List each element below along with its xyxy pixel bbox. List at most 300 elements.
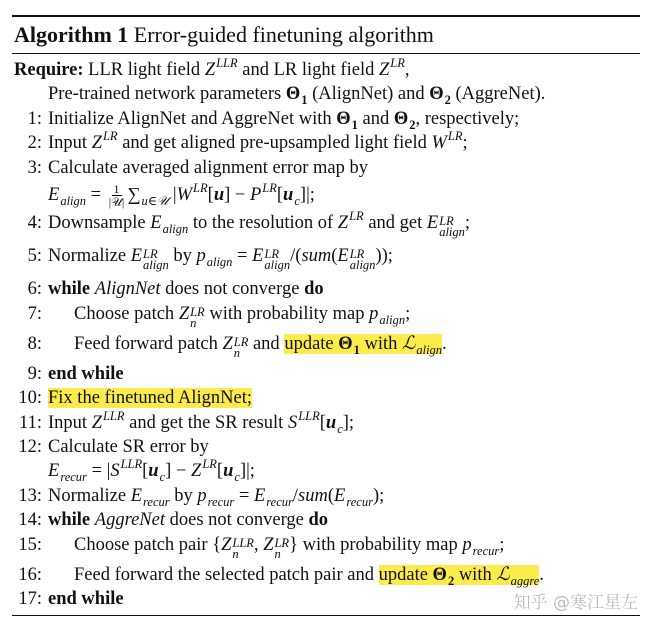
script <box>472 543 500 558</box>
segment <box>465 213 470 233</box>
subscript: 2 <box>409 117 416 132</box>
segment <box>165 510 309 530</box>
fraction-denominator: |𝒰| <box>108 195 125 210</box>
script <box>447 573 455 588</box>
math-symbol: Θ <box>285 84 301 105</box>
algorithm-line <box>12 332 640 362</box>
math-symbol: sum <box>298 485 328 506</box>
script <box>298 408 320 423</box>
math-symbol: E <box>130 246 143 267</box>
segment <box>336 108 358 132</box>
script <box>445 95 451 106</box>
script <box>207 257 233 268</box>
segment <box>369 303 406 327</box>
segment <box>285 84 308 108</box>
script <box>439 216 465 238</box>
math-symbol: E <box>48 185 60 206</box>
segment <box>287 408 320 433</box>
algorithm-line <box>12 277 640 301</box>
segment <box>249 181 277 206</box>
watermark: 知乎 @寒江星左 <box>513 593 638 613</box>
segment <box>343 413 354 433</box>
segment <box>263 534 290 561</box>
segment <box>74 565 379 585</box>
segment <box>248 334 284 354</box>
algorithm-line <box>12 58 640 82</box>
line-number: 8: <box>27 333 42 354</box>
math-symbol: u <box>283 185 294 206</box>
highlighted-segment <box>454 565 496 585</box>
script <box>337 421 343 436</box>
segment <box>48 437 209 457</box>
segment <box>168 185 176 205</box>
segment <box>74 535 221 555</box>
text: Choose patch <box>74 303 179 324</box>
math-symbol: while <box>48 279 91 300</box>
segment <box>197 485 235 509</box>
superscript: LR <box>264 247 280 262</box>
script <box>379 312 406 327</box>
algorithm-line <box>12 244 640 274</box>
math-symbol: Z <box>91 133 102 154</box>
subscript: align <box>439 225 465 240</box>
algorithm-line <box>12 131 640 155</box>
math-symbol: end while <box>48 363 124 384</box>
math-symbol: Z <box>337 213 349 234</box>
segment <box>300 185 315 205</box>
segment <box>298 486 328 506</box>
script <box>264 249 290 271</box>
segment <box>191 457 217 482</box>
text: update <box>378 564 433 585</box>
subscript: aggre <box>510 573 540 588</box>
script <box>143 494 170 509</box>
text: does not converge <box>164 510 309 531</box>
subscript: c <box>337 421 343 436</box>
math-symbol: ℒ <box>402 333 416 354</box>
segment <box>127 185 169 209</box>
segment <box>426 213 465 240</box>
segment <box>373 486 384 506</box>
segment <box>95 279 161 299</box>
line-number: 14: <box>18 510 42 531</box>
segment <box>222 333 249 360</box>
segment <box>221 534 254 561</box>
segment <box>307 84 429 104</box>
line-number: 12: <box>18 436 42 457</box>
text: ; <box>462 133 468 154</box>
algorithm-name: Error-guided finetuning algorithm <box>128 22 434 47</box>
script <box>409 117 416 132</box>
text: | <box>168 185 177 206</box>
text: and get the SR result <box>124 412 288 433</box>
math-symbol: Θ <box>429 84 444 105</box>
segment <box>431 129 463 154</box>
segment <box>364 213 427 233</box>
math-symbol: E <box>130 485 143 506</box>
highlighted-segment <box>379 565 433 585</box>
segment <box>309 510 329 530</box>
script <box>60 196 86 207</box>
text: (AggreNet). <box>450 84 546 105</box>
segment <box>48 589 124 609</box>
text: ; <box>464 213 471 234</box>
text: . <box>539 564 544 585</box>
segment <box>125 413 288 433</box>
script <box>274 535 290 561</box>
script <box>294 196 300 207</box>
subscript: align <box>206 255 233 270</box>
superscript: LR <box>143 247 158 262</box>
text: , <box>404 60 410 80</box>
segment <box>252 246 291 273</box>
segment <box>48 158 368 178</box>
text: LLR light field <box>83 60 205 80</box>
segment <box>118 133 432 153</box>
math-symbol: Z <box>263 534 274 555</box>
line-number: 16: <box>18 564 42 585</box>
math-symbol: u <box>223 461 234 482</box>
math-symbol: while <box>48 510 91 531</box>
subscript: 1 <box>301 93 308 108</box>
text: does not converge <box>160 279 305 300</box>
script <box>416 342 443 357</box>
segment <box>170 486 198 506</box>
script <box>390 58 405 69</box>
segment <box>463 133 468 153</box>
script <box>193 183 208 194</box>
highlighted-segment <box>284 334 338 354</box>
segment <box>337 246 376 273</box>
text: (AlignNet) and <box>307 84 430 105</box>
algorithm-line <box>12 459 640 483</box>
segment <box>48 413 92 433</box>
text: , respectively; <box>415 108 520 129</box>
superscript: LR <box>193 181 208 196</box>
math-symbol: E <box>253 485 266 506</box>
algorithm-label: Algorithm 1 <box>14 22 129 47</box>
script <box>266 494 293 509</box>
segment <box>378 56 405 80</box>
text: [ <box>319 412 326 433</box>
segment <box>14 60 84 80</box>
text: [ <box>276 185 284 206</box>
math-symbol: u <box>325 412 337 433</box>
text: by <box>168 246 197 267</box>
segment <box>48 364 124 384</box>
text: ]|; <box>299 185 315 206</box>
math-symbol: P <box>249 185 262 206</box>
math-symbol: AggreNet <box>94 510 165 531</box>
line-number: 6: <box>27 279 42 300</box>
superscript: LLR <box>216 56 238 70</box>
segment <box>130 485 170 509</box>
subscript: recur <box>60 470 87 485</box>
superscript: LLR <box>232 535 254 550</box>
math-symbol: S <box>110 461 120 482</box>
highlighted-segment <box>496 564 540 588</box>
highlighted-segment <box>360 334 402 354</box>
segment <box>451 84 546 104</box>
segment <box>91 408 125 433</box>
superscript: LR <box>190 304 205 319</box>
math-symbol: E <box>334 485 346 506</box>
segment <box>48 510 90 530</box>
text: /( <box>290 246 302 267</box>
subscript: align <box>162 222 189 237</box>
script <box>163 224 189 235</box>
text: ; <box>405 303 411 324</box>
math-symbol: u <box>213 185 225 206</box>
segment <box>48 246 131 266</box>
subscript: 1 <box>351 117 358 132</box>
segment <box>161 279 305 299</box>
text: Pre-trained network parameters <box>48 84 286 105</box>
math-symbol: do <box>304 279 324 300</box>
segment <box>232 246 252 266</box>
math-symbol: E <box>252 246 264 267</box>
segment <box>442 334 447 354</box>
text: and LR light field <box>237 60 379 80</box>
line-number: 11: <box>19 412 42 433</box>
text: Fix the finetuned AlignNet; <box>48 388 252 409</box>
segment <box>48 133 92 153</box>
segment <box>301 246 331 266</box>
text: ( <box>331 246 338 267</box>
algorithm-line <box>12 156 640 180</box>
script <box>448 131 463 142</box>
algorithm-line <box>12 533 640 563</box>
segment <box>178 303 205 330</box>
highlighted-segment <box>402 333 443 357</box>
text: [ <box>216 461 224 482</box>
segment <box>48 461 87 485</box>
math-symbol: Θ <box>336 108 351 129</box>
subscript: align <box>60 194 87 209</box>
segment <box>289 535 462 555</box>
algorithm-line <box>12 435 640 459</box>
script <box>216 58 238 69</box>
line-number: 9: <box>27 363 42 384</box>
segment <box>325 412 343 436</box>
segment <box>188 213 338 233</box>
segment <box>283 185 300 209</box>
segment <box>304 279 324 299</box>
subscript: n <box>190 315 197 330</box>
script <box>234 472 240 483</box>
superscript: LLR <box>102 408 125 423</box>
superscript: LLR <box>120 457 143 472</box>
math-symbol: Z <box>378 60 390 80</box>
text: Calculate SR error by <box>48 436 209 457</box>
line-number: 17: <box>18 588 42 609</box>
superscript: LR <box>349 247 365 262</box>
segment <box>393 108 416 132</box>
text: , <box>253 534 264 555</box>
superscript: LR <box>274 535 290 550</box>
segment <box>91 129 118 154</box>
segment <box>87 461 110 481</box>
subscript: 2 <box>447 573 455 588</box>
segment <box>499 535 504 555</box>
highlighted-segment <box>338 333 360 357</box>
subscript: 1 <box>353 342 360 357</box>
text: Input <box>48 133 92 154</box>
text: Calculate averaged alignment error map by <box>48 157 369 178</box>
math-symbol: E <box>150 213 162 234</box>
text: Normalize <box>48 485 131 506</box>
segment <box>375 246 392 266</box>
subscript: n <box>232 546 239 561</box>
superscript: LR <box>390 56 405 70</box>
line-number: 7: <box>27 303 42 324</box>
text: )); <box>375 246 393 267</box>
text: and <box>248 333 285 354</box>
text: Downsample <box>48 213 151 234</box>
segment <box>462 534 500 558</box>
math-symbol: ℒ <box>496 564 510 585</box>
script <box>103 131 118 142</box>
math-symbol: Z <box>191 461 202 482</box>
math-symbol: Z <box>222 333 233 354</box>
segment <box>254 535 263 555</box>
math-symbol: E <box>337 246 349 267</box>
superscript: LR <box>349 209 364 224</box>
text: by <box>169 485 198 506</box>
segment <box>74 304 179 324</box>
algorithm-line <box>12 508 640 532</box>
math-symbol: do <box>308 510 329 531</box>
subscript: 2 <box>444 93 451 108</box>
text: update <box>284 333 339 354</box>
script <box>262 183 277 194</box>
text: = <box>234 485 254 506</box>
math-symbol: W <box>176 185 193 206</box>
text: ; <box>499 534 505 555</box>
segment <box>48 185 87 209</box>
text: ]; <box>342 412 355 433</box>
segment <box>48 84 286 104</box>
subscript: n <box>233 345 240 360</box>
text: and get <box>363 213 427 234</box>
segment <box>539 565 544 585</box>
segment <box>48 279 90 299</box>
superscript: LR <box>447 129 463 144</box>
superscript: LLR <box>298 408 320 423</box>
text: and get aligned pre-upsampled light field <box>117 133 432 154</box>
math-symbol: Z <box>221 534 232 555</box>
segment <box>223 461 240 485</box>
line-number: 5: <box>27 246 42 267</box>
math-symbol: Z <box>204 60 216 80</box>
bottom-rule <box>12 615 640 616</box>
fraction <box>109 183 125 208</box>
algorithm-line <box>12 107 640 131</box>
text: with <box>454 564 497 585</box>
line-number: 2: <box>27 133 42 154</box>
algorithm-line <box>12 484 640 508</box>
math-symbol: Θ <box>432 564 447 585</box>
text: ] − <box>224 185 250 206</box>
text: Feed forward the selected patch pair and <box>74 564 379 585</box>
math-symbol: Require: <box>14 60 84 80</box>
text: to the resolution of <box>188 213 338 234</box>
text: = <box>232 246 253 267</box>
script <box>346 494 373 509</box>
subscript: c <box>234 470 240 485</box>
text: ); <box>372 485 385 506</box>
segment <box>48 486 131 506</box>
text: with probability map <box>204 303 370 324</box>
superscript: LR <box>202 457 217 472</box>
segment <box>165 461 191 481</box>
fraction-numerator: 1 <box>113 182 120 197</box>
line-number: 4: <box>27 213 42 234</box>
segment <box>169 246 197 266</box>
algorithm-line <box>12 82 640 106</box>
math-symbol: p <box>196 246 206 267</box>
segment <box>196 246 233 270</box>
subscript: align <box>264 258 291 273</box>
subscript: recur <box>266 494 293 509</box>
segment <box>214 185 224 205</box>
segment <box>48 109 336 129</box>
algorithm-box <box>12 15 640 616</box>
text: = <box>86 185 106 206</box>
subscript: recur <box>472 543 500 558</box>
subscript: u∈𝒰 <box>141 194 169 209</box>
segment <box>205 304 369 324</box>
algorithm-line <box>12 211 640 241</box>
highlighted-segment <box>48 388 252 408</box>
math-symbol: p <box>197 485 207 506</box>
segment <box>130 246 169 273</box>
algorithm-line <box>12 362 640 386</box>
segment <box>405 60 410 80</box>
algorithm-title <box>12 17 640 53</box>
math-symbol: sum <box>301 246 332 267</box>
segment <box>86 185 106 205</box>
superscript: LR <box>102 129 118 144</box>
math-symbol: W <box>431 133 447 154</box>
segment <box>253 485 293 509</box>
subscript: align <box>143 258 169 273</box>
subscript: recur <box>346 494 373 509</box>
subscript: align <box>416 342 443 357</box>
text: Feed forward patch <box>74 333 223 354</box>
script <box>190 304 205 330</box>
text: = | <box>86 461 111 482</box>
text: and <box>357 108 394 129</box>
segment <box>290 246 301 266</box>
math-symbol: p <box>369 303 379 324</box>
math-symbol: E <box>48 461 60 482</box>
subscript: c <box>294 194 300 209</box>
script <box>349 211 364 222</box>
text: ∑ <box>127 185 141 206</box>
algorithm-line <box>12 563 640 587</box>
subscript: recur <box>207 494 235 509</box>
segment <box>337 209 364 234</box>
segment <box>110 457 143 482</box>
text: } with probability map <box>289 534 463 555</box>
math-symbol: Θ <box>393 108 409 129</box>
highlighted-segment <box>432 564 455 588</box>
math-symbol: Z <box>91 412 102 433</box>
script <box>207 494 235 509</box>
segment <box>405 304 410 324</box>
superscript: LR <box>262 181 277 196</box>
